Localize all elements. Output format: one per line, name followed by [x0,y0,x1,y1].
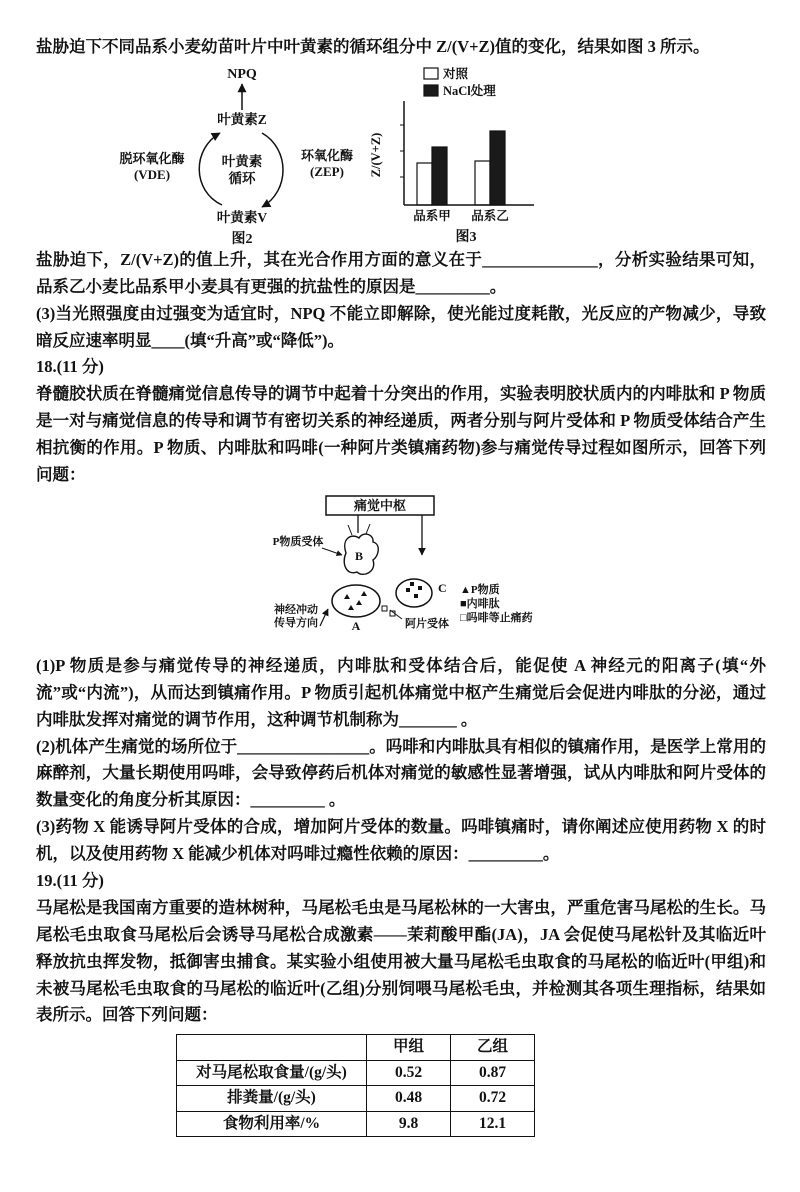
fig3-bar-chart [366,63,544,247]
fig2-npq-label: NPQ [227,66,257,82]
fig2-vde-label-line2: (VDE) [133,166,171,182]
neuron-b-dendrite [348,525,352,535]
legend-endorphin: ■内啡肽 [460,597,500,610]
bar-NaCl处理-品系乙 [490,131,505,205]
row-efficiency-a: 9.8 [367,1111,451,1136]
row-intake-b: 0.87 [451,1060,535,1085]
fig2-caption: 图2 [231,231,253,247]
bar-NaCl处理-品系甲 [432,147,447,205]
endorphin-vesicle [418,586,422,590]
table-row [177,1111,535,1136]
fig2-cycle-label-line2: 循环 [228,170,256,186]
bar-对照-品系乙 [475,161,490,205]
fig3-category-b: 品系乙 [471,208,509,223]
neuron-a-terminal [332,585,380,617]
fig2-xanthophyll-cycle [114,63,366,247]
legend-label-control: 对照 [443,66,469,81]
p-receptor-pointer [322,548,342,555]
fig3-category-a: 品系甲 [413,208,451,223]
neuron-c-label: C [438,580,447,595]
q18-sub3: (3)药物 X 能诱导阿片受体的合成，增加阿片受体的数量。吗啡镇痛时，请你阐述应使用药物 X 的时机，以及使用药物 X 能减少机体对吗啡过瘾性依赖的原因：_________。 [36,817,766,864]
row-intake-a: 0.52 [367,1060,451,1085]
fig2-zeaxanthin-label: 叶黄素Z [217,111,267,127]
fig2-violaxanthin-label: 叶黄素V [216,209,268,225]
legend-swatch-control [424,68,438,79]
salt-stress-question: 盐胁迫下，Z/(V+Z)的值上升，其在光合作用方面的意义在于______________，分析实验结果可知，品系乙小麦比品系甲小麦具有更强的抗盐性的原因是_________。 [36,249,766,296]
q18-pain-pathway-diagram [262,493,574,651]
table-header-empty [177,1035,367,1060]
legend-swatch-nacl [424,85,438,96]
q18-intro: 脊髓胶状质在脊髓痛觉信息传导的调节中起着十分突出的作用，实验表明胶状质内的内啡肽和 P 物质是一对与痛觉信息的传导和调节有密切关系的神经递质，两者分别与阿片受体和 P 物质受体结合产生相抗衡的作用。P 物质、内啡肽和吗啡(一种阿片类镇痛药物)参与痛觉传导过程如图所示，回答下列问题： [36,384,766,485]
fig2-cycle-label-line1: 叶黄素 [221,153,263,169]
endorphin-vesicle [410,582,414,586]
endorphin-vesicle [406,588,410,592]
endorphin-vesicle [414,594,418,598]
table-header-group-b: 乙组 [451,1035,535,1060]
q19-results-table [176,1034,535,1137]
row-intake-label: 对马尾松取食量/(g/头) [177,1060,367,1085]
row-frass-label: 排粪量/(g/头) [177,1086,367,1111]
table-row [177,1086,535,1111]
q19-number: 19.(11 分) [36,871,104,891]
neuron-b-dendrite [366,524,370,534]
impulse-direction-label-line2: 传导方向 [274,616,318,629]
fig2-zep-arrow-arc [262,133,283,207]
impulse-direction-arrow [320,609,328,626]
p-receptor-label: P物质受体 [272,535,324,548]
legend-label-nacl: NaCl处理 [443,83,496,98]
impulse-direction-label-line1: 神经冲动 [274,603,318,616]
bar-对照-品系甲 [417,163,432,205]
row-frass-b: 0.72 [451,1086,535,1111]
legend-p-substance: ▲P物质 [460,583,500,596]
question-3-light: (3)当光照强度由过强变为适宜时，NPQ 不能立即解除，使光能过度耗散，光反应的产物减少，导致暗反应速率明显____(填“升高”或“降低”)。 [36,303,766,350]
fig3-plot [417,131,505,205]
fig2-vde-label-line1: 脱环氧化酶 [119,150,185,166]
q18-sub1: (1)P 物质是参与痛觉传导的神经递质，内啡肽和受体结合后，能促使 A 神经元的阳离子(填“外流”或“内流”)，从而达到镇痛作用。P 物质引起机体痛觉中枢产生痛觉后会促进内啡肽的分泌，通过内啡肽发挥对痛觉的调节作用，这种调节机制称为_______ 。 [36,655,766,729]
neuron-b-label: B [354,548,364,563]
table-header-row [177,1035,535,1060]
legend-morphine: □吗啡等止痛药 [460,611,533,624]
row-frass-a: 0.48 [367,1086,451,1111]
morphine-molecule [382,606,387,611]
fig2-zep-label-line1: 环氧化酶 [300,147,354,163]
q18-diagram-wrap [262,493,766,651]
q18-sub2: (2)机体产生痛觉的场所位于________________。吗啡和内啡肽具有相似的镇痛作用，是医学上常用的麻醉剂，大量长期使用吗啡，会导致停药后机体对痛觉的敏感性显著增强，试从内啡肽和阿片受体的数量变化的角度分析其原因：_________ 。 [36,736,766,810]
pain-center-label: 痛觉中枢 [353,497,407,513]
row-efficiency-b: 12.1 [451,1111,535,1136]
fig3-y-axis-label: Z/(V+Z) [369,132,383,178]
fig3-caption: 图3 [455,229,477,245]
figures-row [114,63,766,247]
intro-paragraph: 盐胁迫下不同品系小麦幼苗叶片中叶黄素的循环组分中 Z/(V+Z)值的变化，结果如图 3 所示。 [36,37,710,56]
table-header-group-a: 甲组 [367,1035,451,1060]
row-efficiency-label: 食物利用率/% [177,1111,367,1136]
fig2-vde-arrow-arc [199,133,222,205]
q19-intro: 马尾松是我国南方重要的造林树种，马尾松毛虫是马尾松林的一大害虫，严重危害马尾松的生长。马尾松毛虫取食马尾松后会诱导马尾松合成激素——茉莉酸甲酯(JA)，JA 会促使马尾松针及其临近叶释放抗虫挥发物，抵御害虫捕食。某实验小组使用被大量马尾松毛虫取食的马尾松的临近叶(甲组)和未被马尾松毛虫取食的马尾松的临近叶(乙组)分别饲喂马尾松毛虫，并检测其各项生理指标，结果如表所示。回答下列问题： [36,897,766,1025]
opioid-receptor-label: 阿片受体 [405,617,449,630]
table-row [177,1060,535,1085]
fig2-zep-label-line2: (ZEP) [310,163,344,179]
neuron-a-label: A [351,618,361,633]
q18-number: 18.(11 分) [36,357,104,377]
